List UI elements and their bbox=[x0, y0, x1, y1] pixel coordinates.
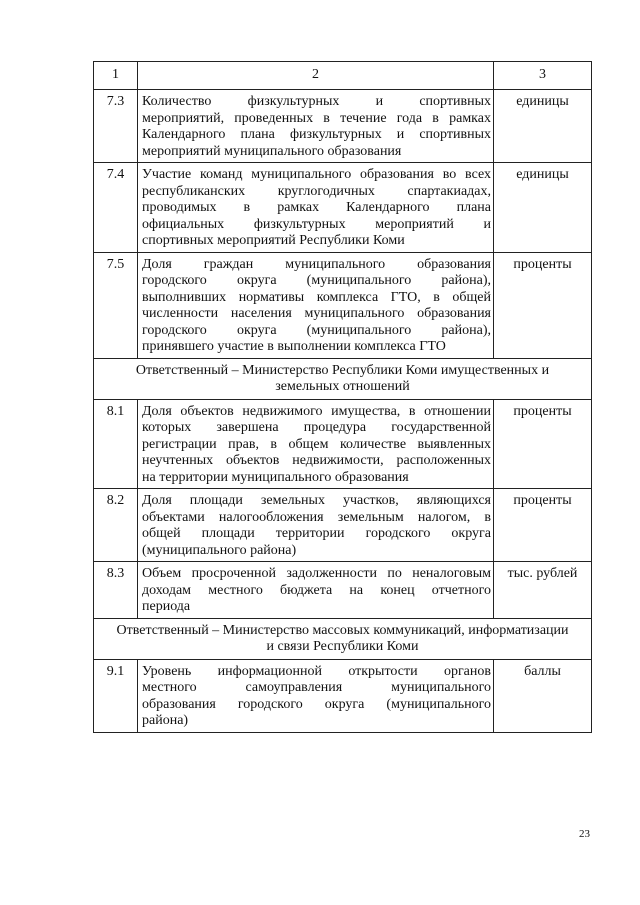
section-line: Ответственный – Министерство массовых коммуникаций, информатизации bbox=[116, 622, 569, 638]
header-row bbox=[94, 62, 592, 90]
description-line: принявшего участие в выполнении комплекса ГТО bbox=[142, 339, 446, 354]
row-number: 7.5 bbox=[94, 252, 138, 358]
description-line: численности населения муниципального образования bbox=[142, 306, 491, 321]
description-line: местного самоуправления муниципального bbox=[142, 680, 491, 695]
description-line: района) bbox=[142, 713, 189, 728]
description-line: образования городского округа (муниципального bbox=[142, 696, 491, 712]
description-line: на территории муниципального образования bbox=[142, 469, 409, 485]
section-line: Ответственный – Министерство Республики Коми имущественных и bbox=[135, 362, 550, 378]
description-line: которых завершена процедура государственной bbox=[142, 420, 491, 435]
indicator-description bbox=[138, 163, 494, 253]
indicators-table bbox=[93, 61, 592, 733]
row-number: 8.1 bbox=[94, 399, 138, 489]
table-row bbox=[94, 252, 592, 358]
row-number: 9.1 bbox=[94, 659, 138, 732]
section-header-row bbox=[94, 618, 592, 659]
description-line: Календарного плана физкультурных и спортивных bbox=[142, 127, 491, 142]
table-row bbox=[94, 562, 592, 619]
unit-of-measure: проценты bbox=[494, 252, 592, 358]
description-line: общей площади территории городского округа bbox=[142, 526, 491, 541]
description-line: объектами налогообложения земельным налогом, в bbox=[142, 509, 491, 525]
unit-of-measure: тыс. рублей bbox=[494, 562, 592, 619]
row-number: 7.3 bbox=[94, 90, 138, 163]
description-line: регистрации прав, в общем количестве выявленных bbox=[142, 436, 491, 452]
table-row bbox=[94, 489, 592, 562]
description-line: Доля объектов недвижимого имущества, в отношении bbox=[142, 403, 491, 419]
description-line: Доля площади земельных участков, являющихся bbox=[142, 493, 491, 508]
indicator-description bbox=[138, 562, 494, 619]
section-line: и связи Республики Коми bbox=[266, 639, 419, 654]
indicator-description bbox=[138, 252, 494, 358]
description-line: выполнивших нормативы комплекса ГТО, в общей bbox=[142, 289, 491, 305]
indicator-description bbox=[138, 659, 494, 732]
section-header-row bbox=[94, 358, 592, 399]
unit-of-measure: проценты bbox=[494, 399, 592, 489]
description-line: Уровень информационной открытости органов bbox=[142, 663, 491, 679]
page-number: 23 bbox=[579, 828, 590, 840]
description-line: республиканских круглогодичных спартакиадах, bbox=[142, 183, 491, 199]
unit-of-measure: баллы bbox=[494, 659, 592, 732]
description-line: периода bbox=[142, 599, 191, 614]
description-line: спортивных мероприятий Республики Коми bbox=[142, 233, 405, 248]
description-line: городского округа (муниципального района), bbox=[142, 273, 491, 288]
responsible-ministry bbox=[94, 358, 592, 399]
row-number: 8.2 bbox=[94, 489, 138, 562]
header-col-2: 2 bbox=[138, 62, 494, 90]
description-line: мероприятий, проведенных в течение года в рамках bbox=[142, 110, 491, 126]
description-line: Количество физкультурных и спортивных bbox=[142, 94, 491, 109]
indicator-description bbox=[138, 489, 494, 562]
indicator-description bbox=[138, 90, 494, 163]
description-line: мероприятий муниципального образования bbox=[142, 143, 402, 159]
table-row bbox=[94, 163, 592, 253]
responsible-ministry bbox=[94, 618, 592, 659]
table-row bbox=[94, 659, 592, 732]
unit-of-measure: проценты bbox=[494, 489, 592, 562]
header-col-3: 3 bbox=[494, 62, 592, 90]
description-line: Объем просроченной задолженности по неналоговым bbox=[142, 566, 491, 581]
unit-of-measure: единицы bbox=[494, 90, 592, 163]
description-line: официальных физкультурных мероприятий и bbox=[142, 216, 491, 232]
description-line: (муниципального района) bbox=[142, 542, 297, 558]
description-line: городского округа (муниципального района), bbox=[142, 322, 491, 338]
table-row bbox=[94, 399, 592, 489]
table-row bbox=[94, 90, 592, 163]
description-line: Участие команд муниципального образования во всех bbox=[142, 167, 491, 182]
section-line: земельных отношений bbox=[275, 379, 410, 394]
indicator-description bbox=[138, 399, 494, 489]
row-number: 7.4 bbox=[94, 163, 138, 253]
row-number: 8.3 bbox=[94, 562, 138, 619]
description-line: доходам местного бюджета на конец отчетного bbox=[142, 582, 491, 598]
unit-of-measure: единицы bbox=[494, 163, 592, 253]
header-col-1: 1 bbox=[94, 62, 138, 90]
description-line: неучтенных объектов недвижимости, расположенных bbox=[142, 453, 491, 468]
description-line: проводимых в рамках Календарного плана bbox=[142, 200, 491, 215]
description-line: Доля граждан муниципального образования bbox=[142, 256, 491, 272]
